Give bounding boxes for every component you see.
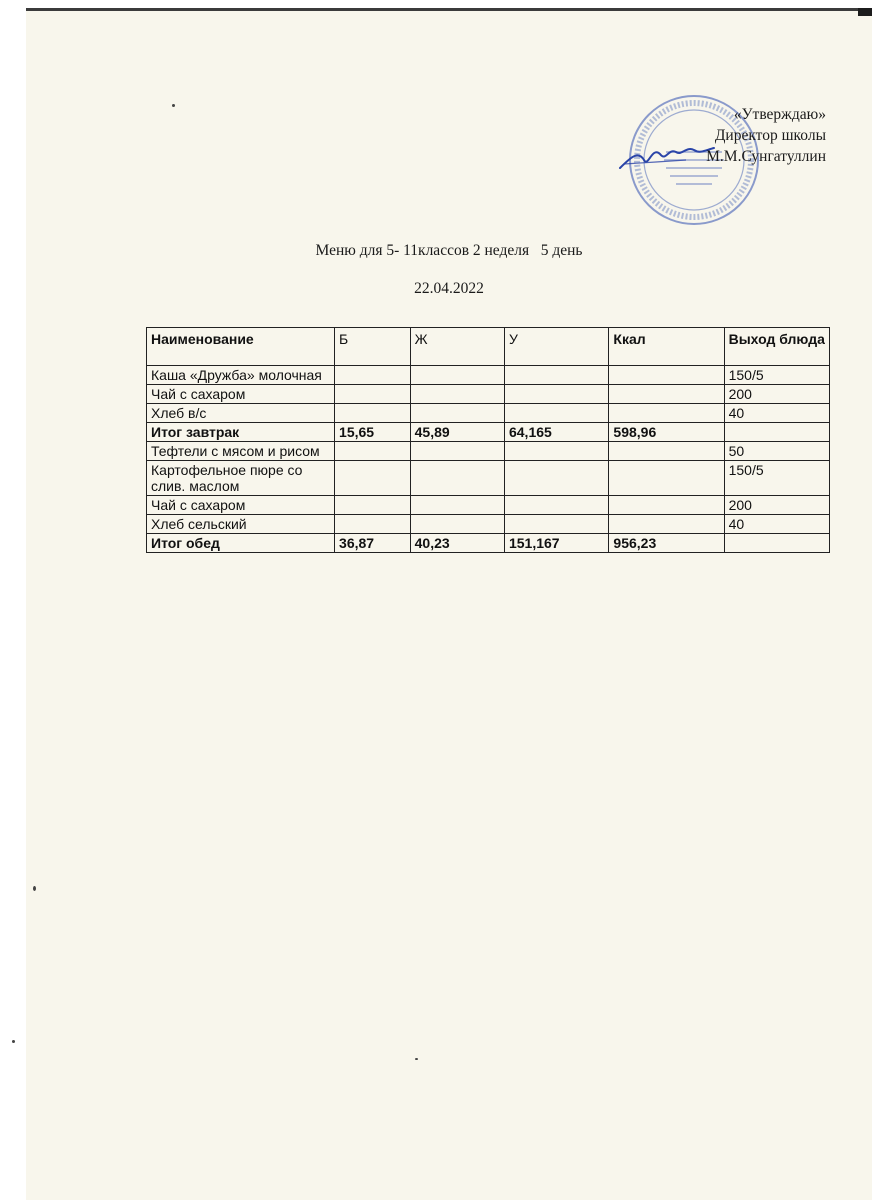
cell-fats [410, 404, 504, 423]
cell-carbs: 151,167 [504, 534, 608, 553]
cell-fats [410, 515, 504, 534]
table-header-row [147, 328, 830, 366]
scan-edge [26, 8, 872, 11]
approval-heading: «Утверждаю» [733, 106, 826, 123]
cell-portion: 40 [724, 404, 829, 423]
scan-speck [172, 104, 175, 107]
cell-portion: 50 [724, 442, 829, 461]
approval-position: Директор школы [714, 127, 826, 144]
cell-carbs [504, 385, 608, 404]
header-kcal: Ккал [609, 328, 724, 366]
cell-carbs [504, 515, 608, 534]
header-carbs: У [504, 328, 608, 366]
approval-block [706, 104, 826, 167]
cell-kcal [609, 404, 724, 423]
cell-carbs [504, 366, 608, 385]
cell-carbs: 64,165 [504, 423, 608, 442]
cell-fats [410, 461, 504, 496]
cell-portion: 150/5 [724, 461, 829, 496]
cell-proteins [335, 461, 411, 496]
cell-kcal [609, 515, 724, 534]
cell-kcal [609, 385, 724, 404]
cell-name: Итог завтрак [147, 423, 335, 442]
cell-portion: 40 [724, 515, 829, 534]
scan-speck [415, 1058, 418, 1060]
cell-fats: 45,89 [410, 423, 504, 442]
table-total-row [147, 423, 830, 442]
cell-proteins [335, 404, 411, 423]
director-signature [616, 138, 716, 178]
table-row [147, 461, 830, 496]
cell-portion [724, 534, 829, 553]
cell-portion: 200 [724, 385, 829, 404]
cell-proteins: 36,87 [335, 534, 411, 553]
cell-name: Тефтели с мясом и рисом [147, 442, 335, 461]
scan-speck [33, 886, 36, 891]
scan-corner-mark [858, 8, 872, 16]
cell-fats [410, 385, 504, 404]
cell-proteins [335, 515, 411, 534]
cell-proteins [335, 442, 411, 461]
table-row [147, 385, 830, 404]
cell-carbs [504, 496, 608, 515]
header-portion: Выход блюда [724, 328, 829, 366]
approval-name: М.М.Сунгатуллин [706, 148, 826, 165]
cell-proteins [335, 496, 411, 515]
cell-carbs [504, 442, 608, 461]
scan-speck [12, 1040, 15, 1043]
menu-table [146, 327, 830, 553]
cell-name: Картофельное пюре со слив. маслом [147, 461, 335, 496]
cell-fats: 40,23 [410, 534, 504, 553]
cell-proteins [335, 385, 411, 404]
cell-kcal [609, 496, 724, 515]
table-total-row [147, 534, 830, 553]
cell-fats [410, 442, 504, 461]
header-fats: Ж [410, 328, 504, 366]
cell-kcal: 598,96 [609, 423, 724, 442]
cell-kcal [609, 366, 724, 385]
cell-name: Итог обед [147, 534, 335, 553]
table-row [147, 496, 830, 515]
table-row [147, 404, 830, 423]
cell-name: Чай с сахаром [147, 385, 335, 404]
table-row [147, 366, 830, 385]
cell-fats [410, 366, 504, 385]
cell-name: Чай с сахаром [147, 496, 335, 515]
table-row [147, 515, 830, 534]
cell-carbs [504, 461, 608, 496]
menu-date: 22.04.2022 [414, 280, 484, 297]
menu-title: Меню для 5- 11классов 2 неделя 5 день [315, 242, 583, 259]
cell-carbs [504, 404, 608, 423]
cell-name: Хлеб в/с [147, 404, 335, 423]
cell-kcal: 956,23 [609, 534, 724, 553]
header-name: Наименование [147, 328, 335, 366]
cell-kcal [609, 442, 724, 461]
cell-name: Хлеб сельский [147, 515, 335, 534]
header-proteins: Б [335, 328, 411, 366]
cell-fats [410, 496, 504, 515]
cell-portion: 200 [724, 496, 829, 515]
cell-proteins [335, 366, 411, 385]
cell-portion: 150/5 [724, 366, 829, 385]
cell-portion [724, 423, 829, 442]
cell-proteins: 15,65 [335, 423, 411, 442]
table-row [147, 442, 830, 461]
cell-name: Каша «Дружба» молочная [147, 366, 335, 385]
cell-kcal [609, 461, 724, 496]
